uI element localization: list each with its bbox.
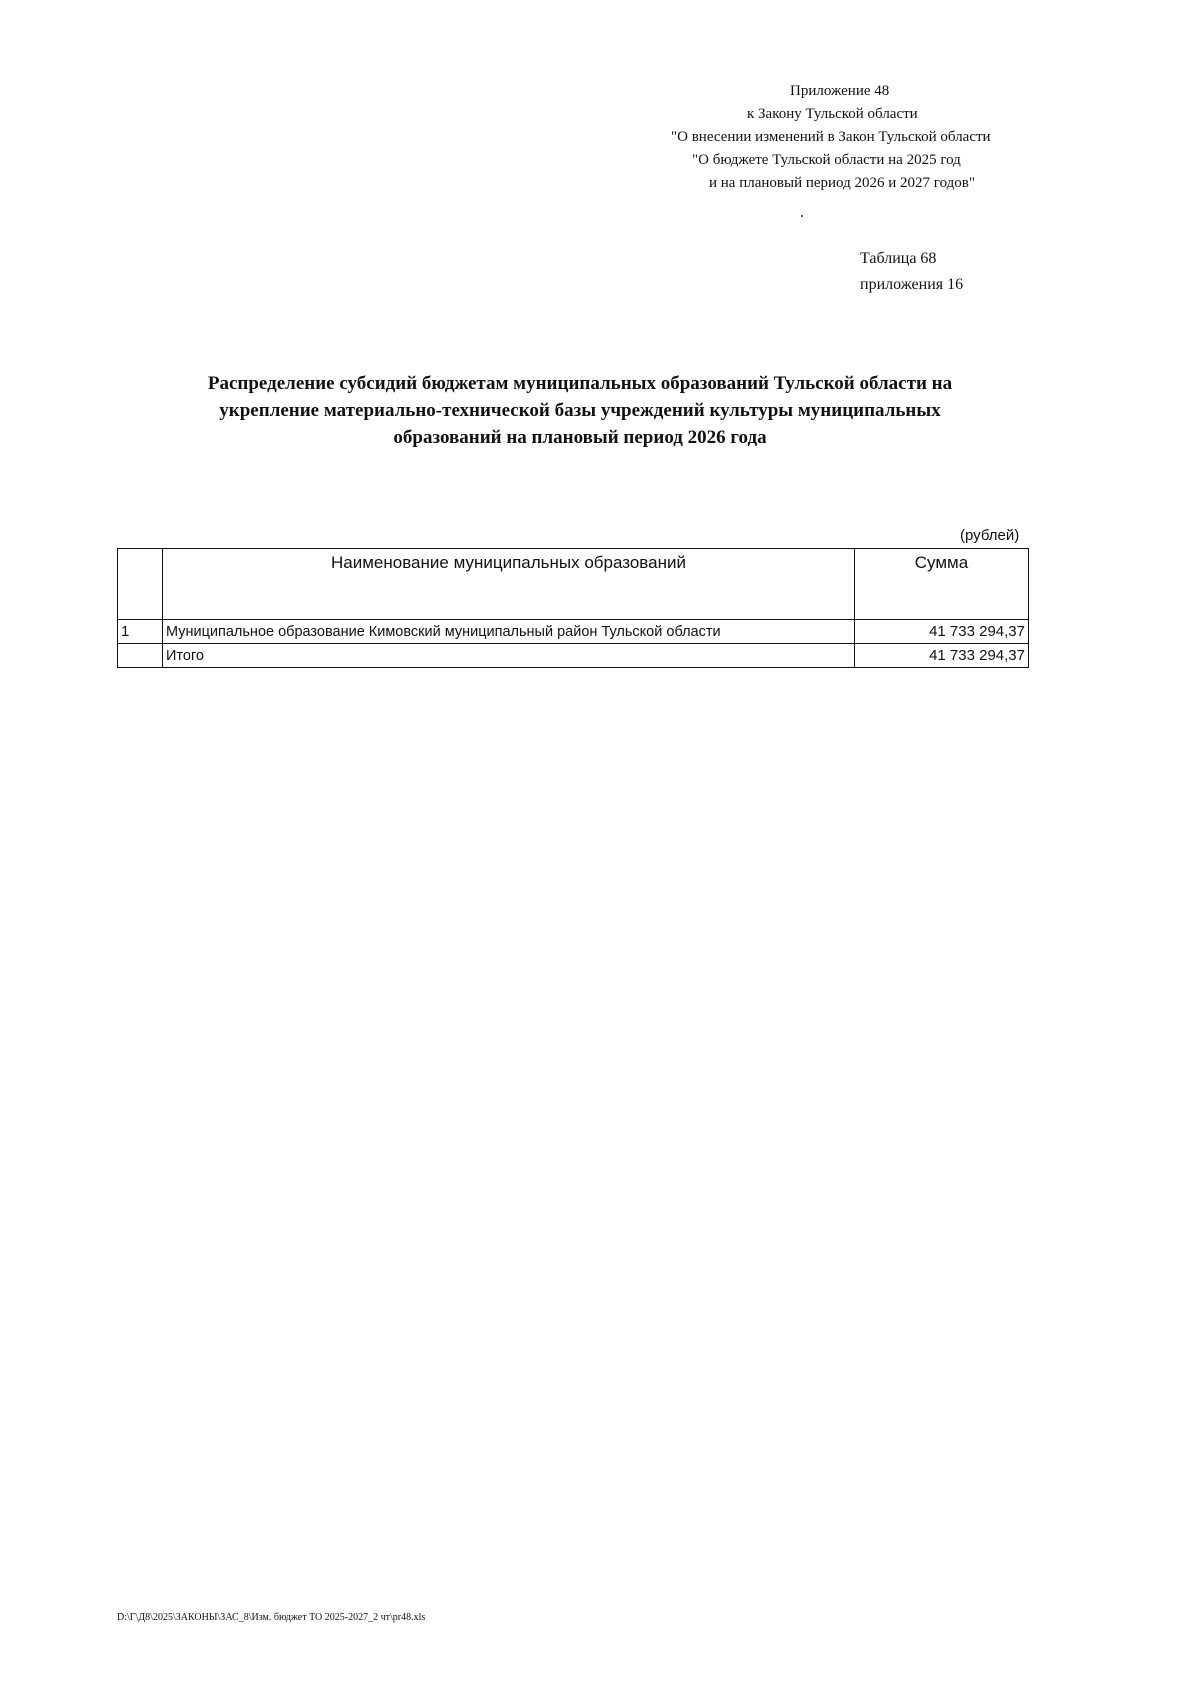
table-total-row: [118, 644, 1029, 668]
annex-header: [600, 80, 1100, 195]
units-label: (рублей): [960, 527, 1020, 544]
annex-law-ref: к Закону Тульской области: [747, 106, 918, 122]
row-name: Муниципальное образование Кимовский муниципальный район Тульской области: [163, 620, 855, 644]
annex-law-title-1: "О внесении изменений в Закон Тульской области: [671, 129, 991, 145]
annex-number: Приложение 48: [790, 83, 890, 99]
title-line-2: укрепление материально-технической базы учреждений культуры муниципальных: [219, 400, 941, 421]
total-name: Итого: [163, 644, 855, 668]
file-path: D:\Г\Д8\2025\ЗАКОНЫ\ЗАС_8\Изм. бюджет ТО 2025-2027_2 чт\pr48.xls: [117, 1612, 426, 1623]
table-number: Таблица 68: [860, 250, 937, 267]
document-title: [120, 370, 1040, 451]
header-name: Наименование муниципальных образований: [163, 549, 855, 620]
header-sum: Сумма: [855, 549, 1029, 620]
total-num: [118, 644, 163, 668]
title-line-3: образований на плановый период 2026 года: [393, 427, 767, 448]
table-row: [118, 620, 1029, 644]
title-line-1: Распределение субсидий бюджетам муниципальных образований Тульской области на: [207, 373, 953, 394]
annex-law-title-3: и на плановый период 2026 и 2027 годов": [709, 175, 975, 191]
row-sum: 41 733 294,37: [855, 620, 1029, 644]
annex-law-title-2: "О бюджете Тульской области на 2025 год: [692, 152, 961, 168]
table-header-row: [118, 549, 1029, 620]
row-num: 1: [118, 620, 163, 644]
appendix-number: приложения 16: [860, 276, 964, 293]
total-sum: 41 733 294,37: [855, 644, 1029, 668]
stray-dot: [801, 215, 803, 217]
table-reference: [860, 246, 963, 298]
header-num: [118, 549, 163, 620]
distribution-table: [117, 548, 1029, 668]
